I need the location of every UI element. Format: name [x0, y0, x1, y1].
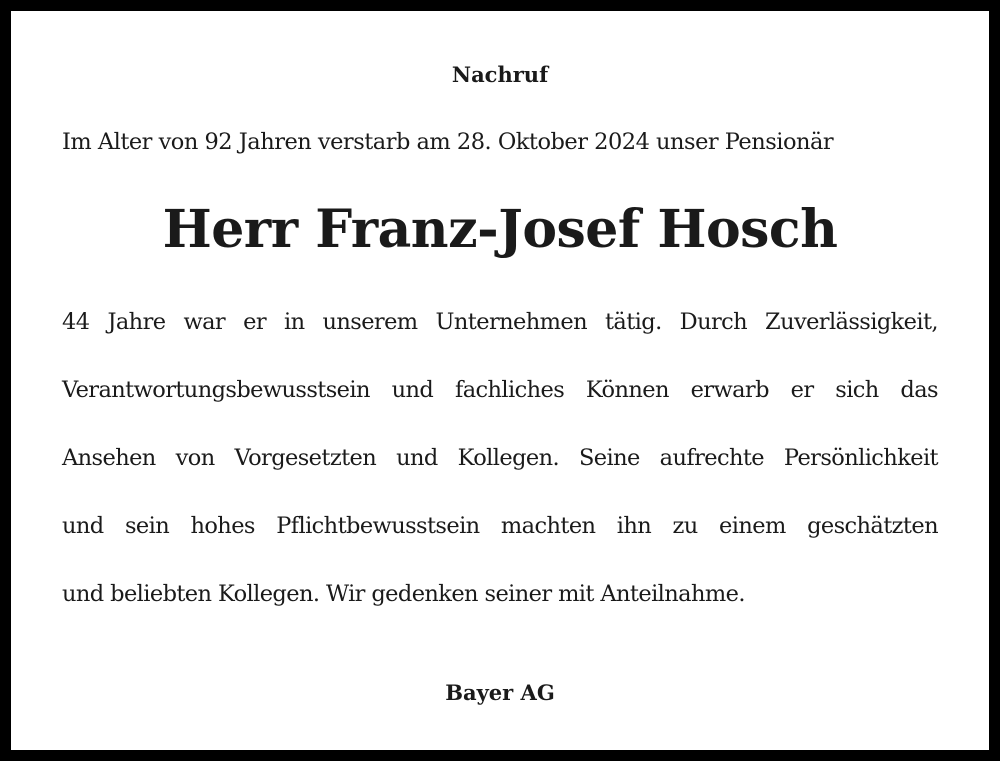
body-paragraph [62, 307, 938, 647]
company-signature: Bayer AG [445, 680, 555, 705]
body-line: 44 Jahre war er in unserem Unternehmen tätig. Durch Zuverlässigkeit, [62, 309, 938, 335]
body-line: und sein hohes Pflichtbewusstsein machten ihn zu einem geschätzten [62, 513, 938, 539]
body-line: Verantwortungsbewusstsein und fachliches Können erwarb er sich das [62, 377, 938, 403]
body-line: und beliebten Kollegen. Wir gedenken seiner mit Anteilnahme. [62, 581, 745, 607]
notice-heading: Nachruf [451, 62, 549, 87]
deceased-name: Herr Franz-Josef Hosch [162, 199, 838, 260]
intro-line: Im Alter von 92 Jahren verstarb am 28. Oktober 2024 unser Pensionär [62, 129, 834, 155]
body-line: Ansehen von Vorgesetzten und Kollegen. Seine aufrechte Persönlichkeit [62, 445, 938, 471]
